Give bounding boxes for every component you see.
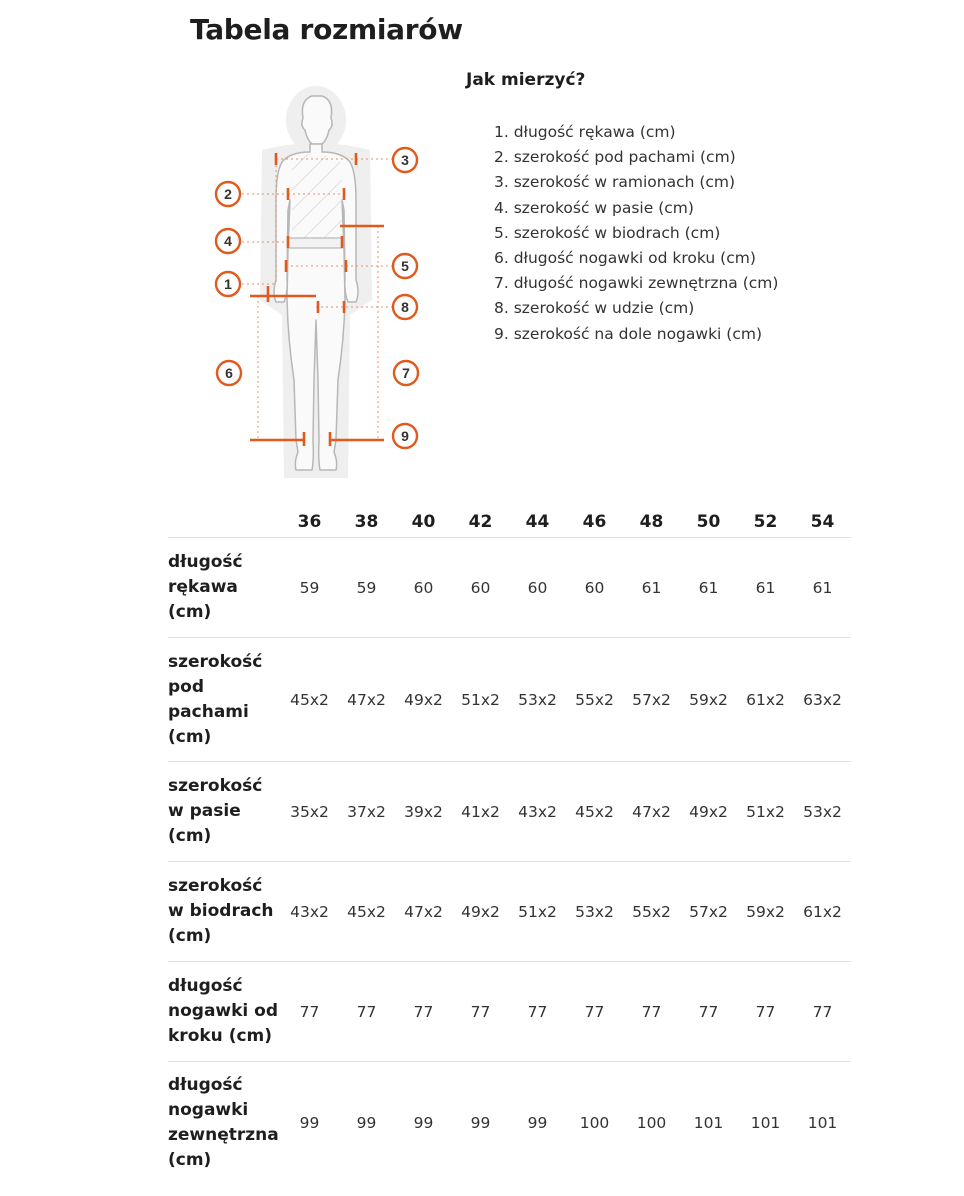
table-cell: 59x2 bbox=[737, 862, 794, 962]
table-cell: 43x2 bbox=[281, 862, 338, 962]
table-cell: 53x2 bbox=[509, 638, 566, 762]
table-cell: 61x2 bbox=[737, 638, 794, 762]
table-cell: 99 bbox=[413, 1114, 434, 1132]
size-header: 44 bbox=[509, 507, 566, 538]
measurement-item: 4. szerokość w pasie (cm) bbox=[494, 198, 694, 217]
svg-text:6: 6 bbox=[225, 365, 233, 381]
measurement-item: 3. szerokość w ramionach (cm) bbox=[494, 173, 736, 192]
marker-9-icon bbox=[393, 424, 417, 448]
table-cell: 77 bbox=[281, 962, 338, 1062]
table-cell: 37x2 bbox=[338, 762, 395, 862]
marker-3-icon bbox=[393, 148, 417, 172]
table-cell: 45x2 bbox=[566, 762, 623, 862]
svg-text:5: 5 bbox=[401, 258, 409, 274]
measurement-item: 7. długość nogawki zewnętrzna (cm) bbox=[494, 274, 779, 293]
table-row bbox=[168, 762, 851, 862]
table-cell: 49x2 bbox=[680, 762, 737, 862]
marker-7-icon bbox=[394, 361, 418, 385]
table-cell: 57x2 bbox=[623, 638, 680, 762]
table-cell: 61x2 bbox=[794, 862, 851, 962]
marker-1-icon bbox=[216, 272, 240, 296]
measurement-item: 2. szerokość pod pachami (cm) bbox=[494, 148, 736, 167]
table-cell: 49x2 bbox=[395, 638, 452, 762]
table-cell: 41x2 bbox=[452, 762, 509, 862]
size-header: 54 bbox=[794, 507, 851, 538]
size-header: 42 bbox=[452, 507, 509, 538]
table-cell: 61 bbox=[623, 538, 680, 638]
page-title: Tabela rozmiarów bbox=[190, 13, 463, 46]
marker-5-icon bbox=[393, 254, 417, 278]
table-cell: 53x2 bbox=[566, 862, 623, 962]
size-header: 46 bbox=[566, 507, 623, 538]
table-cell: 39x2 bbox=[395, 762, 452, 862]
table-cell: 35x2 bbox=[281, 762, 338, 862]
waistband bbox=[288, 238, 342, 248]
size-header: 50 bbox=[680, 507, 737, 538]
table-cell: 59 bbox=[338, 538, 395, 638]
row-label: szerokość w biodrach (cm) bbox=[168, 862, 281, 962]
table-cell: 101 bbox=[750, 1114, 781, 1132]
size-header: 36 bbox=[281, 507, 338, 538]
table-cell: 61 bbox=[680, 538, 737, 638]
header-empty-cell bbox=[168, 507, 281, 538]
table-cell: 100 bbox=[579, 1114, 610, 1132]
table-cell: 53x2 bbox=[794, 762, 851, 862]
table-cell: 63x2 bbox=[794, 638, 851, 762]
table-cell: 77 bbox=[623, 962, 680, 1062]
table-cell: 45x2 bbox=[281, 638, 338, 762]
table-cell: 60 bbox=[452, 538, 509, 638]
table-cell: 99 bbox=[356, 1114, 377, 1132]
table-cell: 60 bbox=[395, 538, 452, 638]
measurement-list bbox=[494, 120, 778, 347]
table-cell: 57x2 bbox=[680, 862, 737, 962]
table-cell: 51x2 bbox=[509, 862, 566, 962]
size-header: 40 bbox=[395, 507, 452, 538]
marker-8-icon bbox=[393, 295, 417, 319]
marker-6-icon bbox=[217, 361, 241, 385]
svg-text:7: 7 bbox=[402, 365, 410, 381]
size-header: 52 bbox=[737, 507, 794, 538]
table-cell: 60 bbox=[566, 538, 623, 638]
how-to-measure-title: Jak mierzyć? bbox=[466, 70, 586, 90]
table-cell: 99 bbox=[299, 1114, 320, 1132]
measurement-item: 9. szerokość na dole nogawki (cm) bbox=[494, 324, 762, 343]
size-table bbox=[168, 507, 851, 1184]
table-cell: 55x2 bbox=[623, 862, 680, 962]
table-cell: 60 bbox=[509, 538, 566, 638]
table-row bbox=[168, 1062, 851, 1185]
table-cell: 51x2 bbox=[737, 762, 794, 862]
svg-text:4: 4 bbox=[224, 233, 232, 249]
table-cell: 59x2 bbox=[680, 638, 737, 762]
measurement-item: 8. szerokość w udzie (cm) bbox=[494, 299, 695, 318]
table-cell: 61 bbox=[794, 538, 851, 638]
svg-text:8: 8 bbox=[401, 299, 409, 315]
svg-text:1: 1 bbox=[224, 276, 232, 292]
table-cell: 77 bbox=[737, 962, 794, 1062]
table-cell: 99 bbox=[470, 1114, 491, 1132]
table-cell: 77 bbox=[680, 962, 737, 1062]
table-row bbox=[168, 638, 851, 762]
table-cell: 59 bbox=[281, 538, 338, 638]
size-header-row bbox=[168, 507, 851, 538]
row-label: szerokość w pasie (cm) bbox=[168, 762, 281, 862]
marker-4-icon bbox=[216, 229, 240, 253]
svg-text:2: 2 bbox=[224, 186, 232, 202]
table-cell: 77 bbox=[794, 962, 851, 1062]
table-cell: 51x2 bbox=[452, 638, 509, 762]
table-cell: 77 bbox=[509, 962, 566, 1062]
table-cell: 43x2 bbox=[509, 762, 566, 862]
table-cell: 47x2 bbox=[395, 862, 452, 962]
table-cell: 77 bbox=[395, 962, 452, 1062]
row-label: długość rękawa (cm) bbox=[168, 538, 281, 638]
table-row bbox=[168, 538, 851, 638]
table-cell: 77 bbox=[566, 962, 623, 1062]
svg-text:9: 9 bbox=[401, 428, 409, 444]
row-label: szerokość pod pachami (cm) bbox=[168, 638, 281, 762]
size-header: 38 bbox=[338, 507, 395, 538]
svg-text:3: 3 bbox=[401, 152, 409, 168]
row-label: długość nogawki zewnętrzna (cm) bbox=[168, 1075, 279, 1170]
table-cell: 100 bbox=[636, 1114, 667, 1132]
table-row bbox=[168, 962, 851, 1062]
table-cell: 77 bbox=[452, 962, 509, 1062]
table-cell: 101 bbox=[693, 1114, 724, 1132]
table-cell: 61 bbox=[737, 538, 794, 638]
table-cell: 101 bbox=[807, 1114, 838, 1132]
table-cell: 49x2 bbox=[452, 862, 509, 962]
measurement-item: 1. długość rękawa (cm) bbox=[494, 123, 676, 141]
table-cell: 99 bbox=[527, 1114, 548, 1132]
marker-2-icon bbox=[216, 182, 240, 206]
table-cell: 55x2 bbox=[566, 638, 623, 762]
table-row bbox=[168, 862, 851, 962]
table-cell: 47x2 bbox=[623, 762, 680, 862]
measurement-item: 6. długość nogawki od kroku (cm) bbox=[494, 248, 756, 267]
measurement-item: 5. szerokość w biodrach (cm) bbox=[494, 223, 721, 242]
table-cell: 45x2 bbox=[338, 862, 395, 962]
measurement-figure bbox=[210, 86, 425, 486]
table-cell: 77 bbox=[338, 962, 395, 1062]
size-header: 48 bbox=[623, 507, 680, 538]
row-label: długość nogawki od kroku (cm) bbox=[168, 962, 281, 1062]
table-cell: 47x2 bbox=[338, 638, 395, 762]
